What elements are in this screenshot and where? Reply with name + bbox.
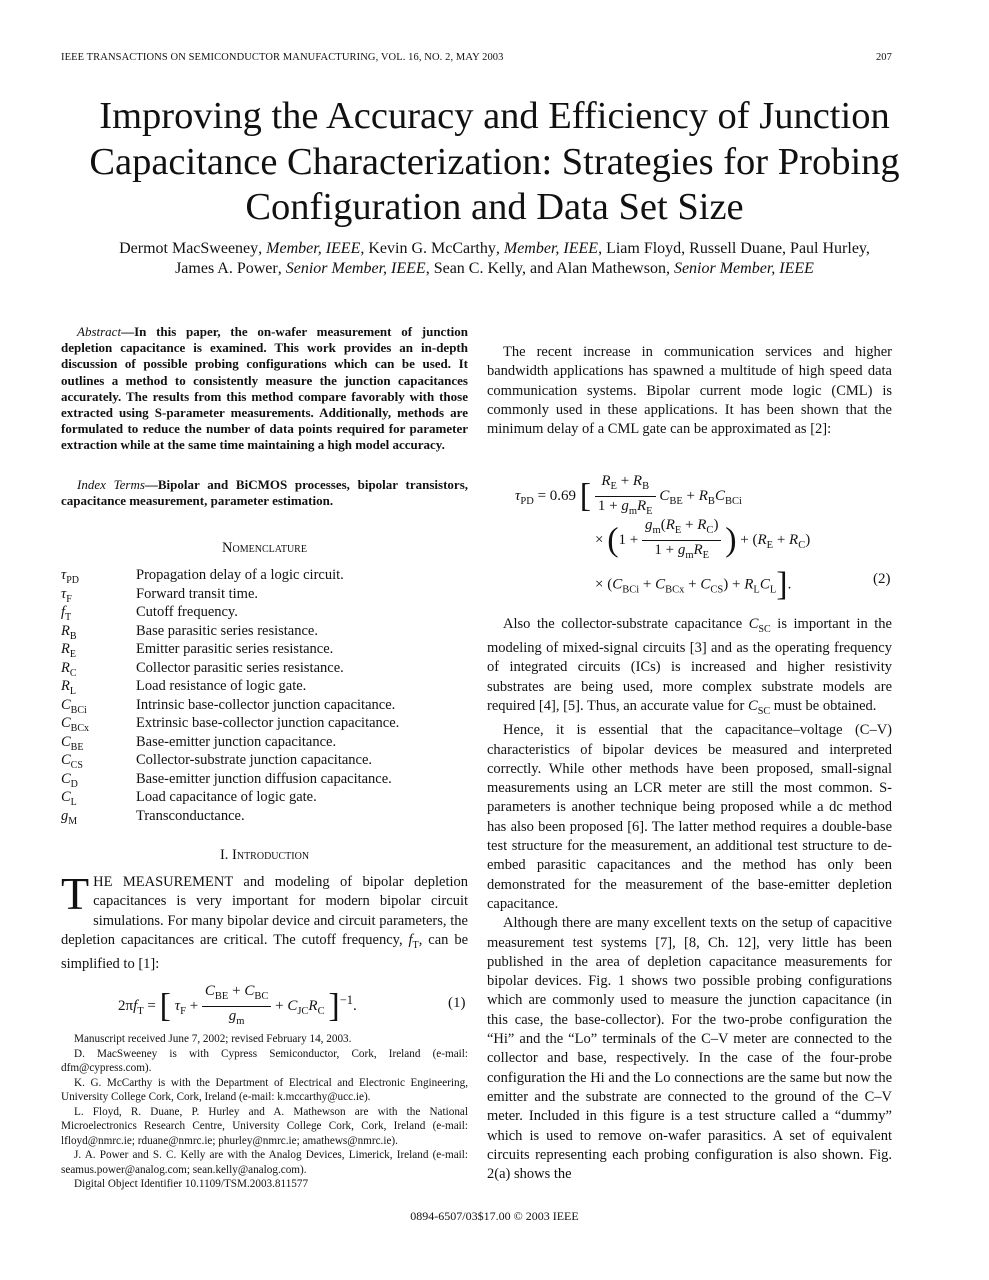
nomenclature-row — [61, 585, 471, 603]
nomenclature-row — [61, 622, 471, 640]
index-terms: Index Terms—Bipolar and BiCMOS processes, bipolar transistors, capacitance measurement, parameter estimation. — [61, 477, 468, 509]
paper-title: Improving the Accuracy and Efficiency of Junction Capacitance Characterization: Strategies for Probing Configuration and Data Set Size — [89, 95, 900, 228]
nomenclature-symbol: $R_E$ — [61, 641, 76, 660]
footnote: D. MacSweeney is with Cypress Semiconductor, Cork, Ireland (e-mail: dfm@cypress.com). — [61, 1047, 468, 1074]
drop-cap: T — [61, 868, 90, 919]
footnote: J. A. Power and S. C. Kelly are with the Analog Devices, Limerick, Ireland (e-mail: seamus.power@analog.com; sean.kelly@analog.com). — [61, 1149, 468, 1176]
nomenclature-symbol: $R_C$ — [61, 659, 77, 679]
nomenclature-definition: Base parasitic series resistance. — [136, 622, 318, 639]
footnote: Manuscript received June 7, 2002; revised February 14, 2003. — [74, 1033, 352, 1045]
nomenclature-definition: Emitter parasitic series resistance. — [136, 641, 334, 657]
footnote: K. G. McCarthy is with the Department of Electrical and Electronic Engineering, University College Cork, Cork, Ireland (e-mail: k.mccarthy@ucc.ie). — [61, 1076, 468, 1103]
equation-2-number: (2) — [873, 571, 891, 587]
nomenclature-symbol: $C_{BCx}$ — [61, 715, 90, 734]
nomenclature-heading: Nomenclature — [222, 540, 307, 556]
abstract: Abstract—In this paper, the on-wafer measurement of junction depletion capacitance is examined. This work provides an in-depth discussion of possible probing configurations which can be used. It outlines a method to consistently measure the junction capacitances accurately. The results from this method compare favorably with those extracted using S-parameter measurements. Additionally, methods are formulated to reduce the number of data points required for parameter extraction while at the same time maintaining a high model accuracy. — [61, 324, 468, 453]
nomenclature-definition: Load capacitance of logic gate. — [136, 789, 317, 805]
nomenclature-symbol: $C_{CS}$ — [61, 752, 83, 771]
nomenclature-symbol: $\tau_F$ — [61, 585, 72, 605]
nomenclature-definition: Forward transit time. — [136, 585, 259, 602]
nomenclature-definition: Extrinsic base-collector junction capacitance. — [136, 715, 400, 731]
abstract-label: Abstract — [77, 324, 122, 339]
equation-2: $\tau_{PD} = 0.69$ [ $\frac{R_E + R_B}{1 + g_mR_E}$ $C_{BE} + R_BC_{BCi}$ × (1 + $\frac{g_m(R_E + R_C)}{1 + g_mR_E}$ ) + $(R_E + R_C)$ × $(C_{BCi} + C_{BCx} + C_{CS}) + R_LC_L$]. — [515, 473, 811, 603]
author-list: Dermot MacSweeney, Member, IEEE, Kevin G. McCarthy, Member, IEEE, Liam Floyd, Russell Duane, Paul Hurley, James A. Power, Senior Member, IEEE, Sean C. Kelly, and Alan Mathewson, Senior Member, IEEE — [119, 240, 870, 277]
footnote: L. Floyd, R. Duane, P. Hurley and A. Mathewson are with the National Microelectronics Research Centre, University College Cork, Cork, Ireland (e-mail: lfloyd@nmrc.ie; rduane@nmrc.ie; phurley@nmrc.ie; amathews@nmrc.ie). — [61, 1105, 468, 1147]
nomenclature-symbol: $R_B$ — [61, 622, 77, 642]
running-header: IEEE TRANSACTIONS ON SEMICONDUCTOR MANUFACTURING, VOL. 16, NO. 2, MAY 2003 — [61, 52, 504, 63]
footnotes — [61, 1032, 468, 1192]
nomenclature-row — [61, 677, 471, 695]
nomenclature-row — [61, 640, 471, 658]
paragraph-substrate-capacitance: Also the collector-substrate capacitance $C_{SC}$ is important in the modeling of mixed-signal circuits [3] and as the operating frequency of integrated circuits (ICs) is increased and higher resistivity substrates are being used, more complex substrate models are required [4], [5]. Thus, an accurate value for $C_{SC}$ must be obtained. — [487, 616, 892, 717]
nomenclature-row — [61, 566, 471, 584]
nomenclature-row — [61, 603, 471, 621]
introduction-heading: I. Introduction — [219, 847, 310, 863]
nomenclature-row — [61, 770, 471, 788]
nomenclature-row — [61, 659, 471, 677]
nomenclature-row — [61, 807, 471, 825]
nomenclature-row — [61, 696, 471, 714]
equation-1: $2\pi f_T$ = [ $\tau_F$ + $\frac{C_{BE} + C_{BC}}{g_m}$ + $C_{JC}R_C$ ]$^{-1}$. — [118, 983, 357, 1027]
nomenclature-row — [61, 714, 471, 732]
nomenclature-definition: Propagation delay of a logic circuit. — [136, 567, 344, 583]
nomenclature-symbol: $\tau_{PD}$ — [61, 567, 79, 586]
nomenclature-definition: Intrinsic base-collector junction capacitance. — [136, 696, 396, 713]
index-terms-label: Index Terms — [77, 477, 145, 492]
nomenclature-symbol: $C_{BCi}$ — [61, 696, 87, 716]
nomenclature-symbol: $C_{BE}$ — [61, 733, 84, 753]
nomenclature-symbol: $f_T$ — [61, 604, 72, 623]
paragraph-cv-characteristics: Hence, it is essential that the capacitance–voltage (C–V) characteristics of bipolar devices be measured and interpreted correctly. While other methods have been proposed, small-signal measurements using an LCR meter are still the most common. S-parameters is another technique being proposed while a dc method has also been proposed [6]. The latter method requires a double-base test structure for the measurement, an additional test structure to de-embed parasitic capacitances and the method has only been demonstrated for the measurement of the base-emitter depletion capacitance. — [487, 722, 892, 912]
nomenclature-definition: Collector parasitic series resistance. — [136, 659, 344, 676]
right-column-paragraph-1: The recent increase in communication services and higher bandwidth applications has spawned a multitude of high speed data communication systems. Bipolar current mode logic (CML) is commonly used in these applications. It has been shown that the minimum delay of a CML gate can be approximated as [2]: — [487, 344, 892, 438]
nomenclature-definition: Transconductance. — [136, 807, 245, 824]
nomenclature-symbol: $g_M$ — [61, 807, 78, 827]
introduction-paragraph: THE MEASUREMENT and modeling of bipolar depletion capacitances is very important for modern bipolar circuit simulations. For many bipolar device and circuit parameters, the depletion capacitances are critical. The cutoff frequency, $f_T$, can be simplified to [1]: — [61, 868, 469, 973]
right-column-body — [487, 615, 892, 1184]
nomenclature-symbol: $C_L$ — [61, 789, 77, 808]
nomenclature-symbol: $C_D$ — [61, 770, 78, 790]
nomenclature-row — [61, 733, 471, 751]
equation-1-number: (1) — [448, 995, 466, 1011]
nomenclature-row — [61, 788, 471, 806]
nomenclature-definition: Load resistance of logic gate. — [136, 678, 307, 694]
nomenclature-definition: Cutoff frequency. — [136, 604, 238, 620]
paragraph-probing-configurations: Although there are many excellent texts on the setup of capacitive measurement test systems [7], [8, Ch. 12], very little has been published in the area of depletion capacitance measurements for bipolar devices. Fig. 1 shows two possible probing configurations which are commonly used to measure the junction capacitance (in this case, the base-collector). For the two-probe configuration the “Hi” and the “Lo” terminals of the C–V meter are connected to the collector and base, respectively. In the case of the four-probe configuration the Hi and the Lo connections are the same but now the emitter and the substrate are connected to the ground of the C–V meter. Included in this figure is a test structure called a “dummy” which is used to remove on-wafer parasitics. A set of equivalent circuits representing each probing configuration is also shown. Fig. 2(a) shows the — [487, 915, 892, 1183]
nomenclature-definition: Base-emitter junction capacitance. — [136, 733, 337, 750]
nomenclature-definition: Collector-substrate junction capacitance. — [136, 752, 373, 768]
nomenclature-definition: Base-emitter junction diffusion capacitance. — [136, 770, 392, 787]
nomenclature-row — [61, 751, 471, 769]
copyright-footer: 0894-6507/03$17.00 © 2003 IEEE — [410, 1209, 579, 1223]
footnote: Digital Object Identifier 10.1109/TSM.2003.811577 — [74, 1178, 309, 1190]
page-number: 207 — [875, 52, 892, 63]
nomenclature-symbol: $R_L$ — [61, 678, 76, 697]
